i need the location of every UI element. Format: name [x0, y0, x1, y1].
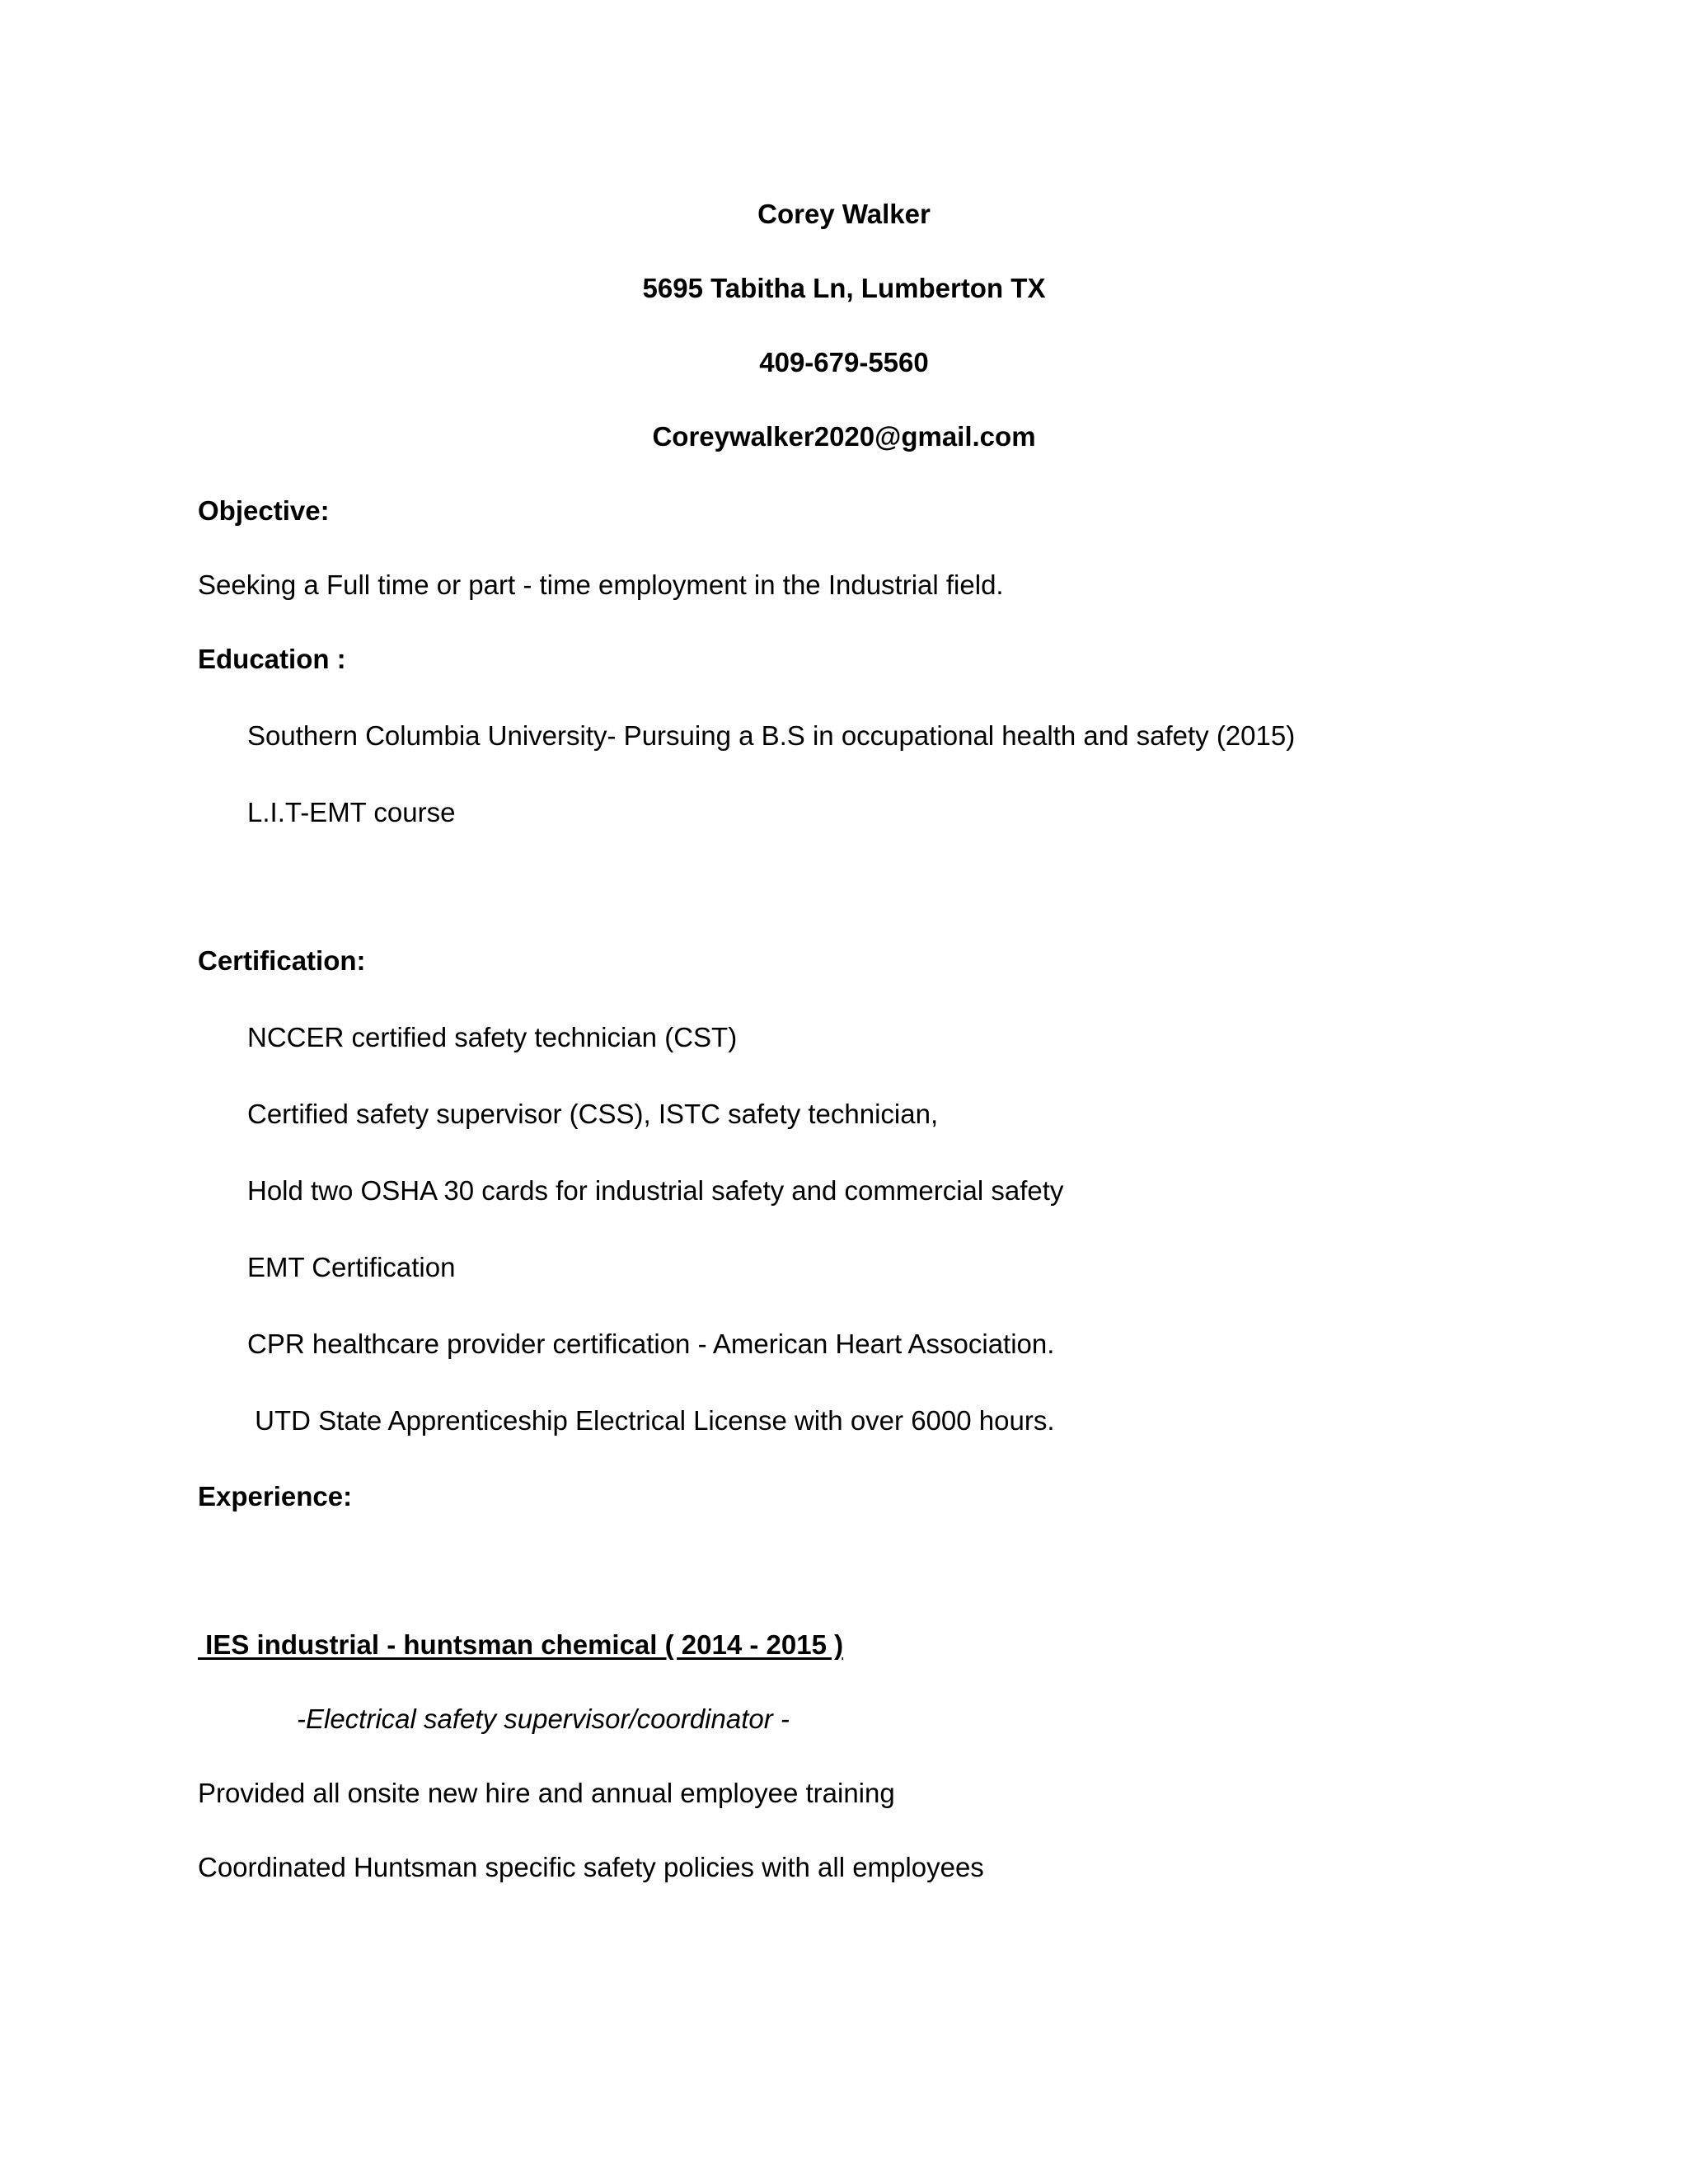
candidate-phone: 409-679-5560 [759, 347, 929, 377]
candidate-address: 5695 Tabitha Ln, Lumberton TX [642, 273, 1046, 303]
certification-item: UTD State Apprenticeship Electrical License with over 6000 hours. [247, 1405, 1055, 1436]
certification-heading: Certification: [198, 945, 366, 976]
candidate-name: Corey Walker [757, 199, 931, 229]
job-role: -Electrical safety supervisor/coordinator - [297, 1704, 790, 1734]
job-title: IES industrial - huntsman chemical ( 2014 - 2015 ) [198, 1629, 844, 1660]
certification-item: Hold two OSHA 30 cards for industrial safety and commercial safety [247, 1175, 1064, 1206]
objective-text: Seeking a Full time or part - time employment in the Industrial field. [198, 569, 1004, 600]
job-duty: Provided all onsite new hire and annual employee training [198, 1778, 895, 1808]
job-duty: Coordinated Huntsman specific safety policies with all employees [198, 1852, 984, 1882]
certification-item: Certified safety supervisor (CSS), ISTC safety technician, [247, 1099, 939, 1129]
education-heading: Education : [198, 644, 346, 674]
certification-item: NCCER certified safety technician (CST) [247, 1022, 738, 1052]
candidate-email: Coreywalker2020@gmail.com [652, 421, 1036, 452]
experience-heading: Experience: [198, 1481, 353, 1511]
certification-item: CPR healthcare provider certification - American Heart Association. [247, 1329, 1055, 1359]
objective-heading: Objective: [198, 495, 330, 526]
education-item: Southern Columbia University- Pursuing a B.S in occupational health and safety (2015) [247, 720, 1296, 751]
certification-item: EMT Certification [247, 1252, 456, 1282]
education-item: L.I.T-EMT course [247, 797, 456, 827]
